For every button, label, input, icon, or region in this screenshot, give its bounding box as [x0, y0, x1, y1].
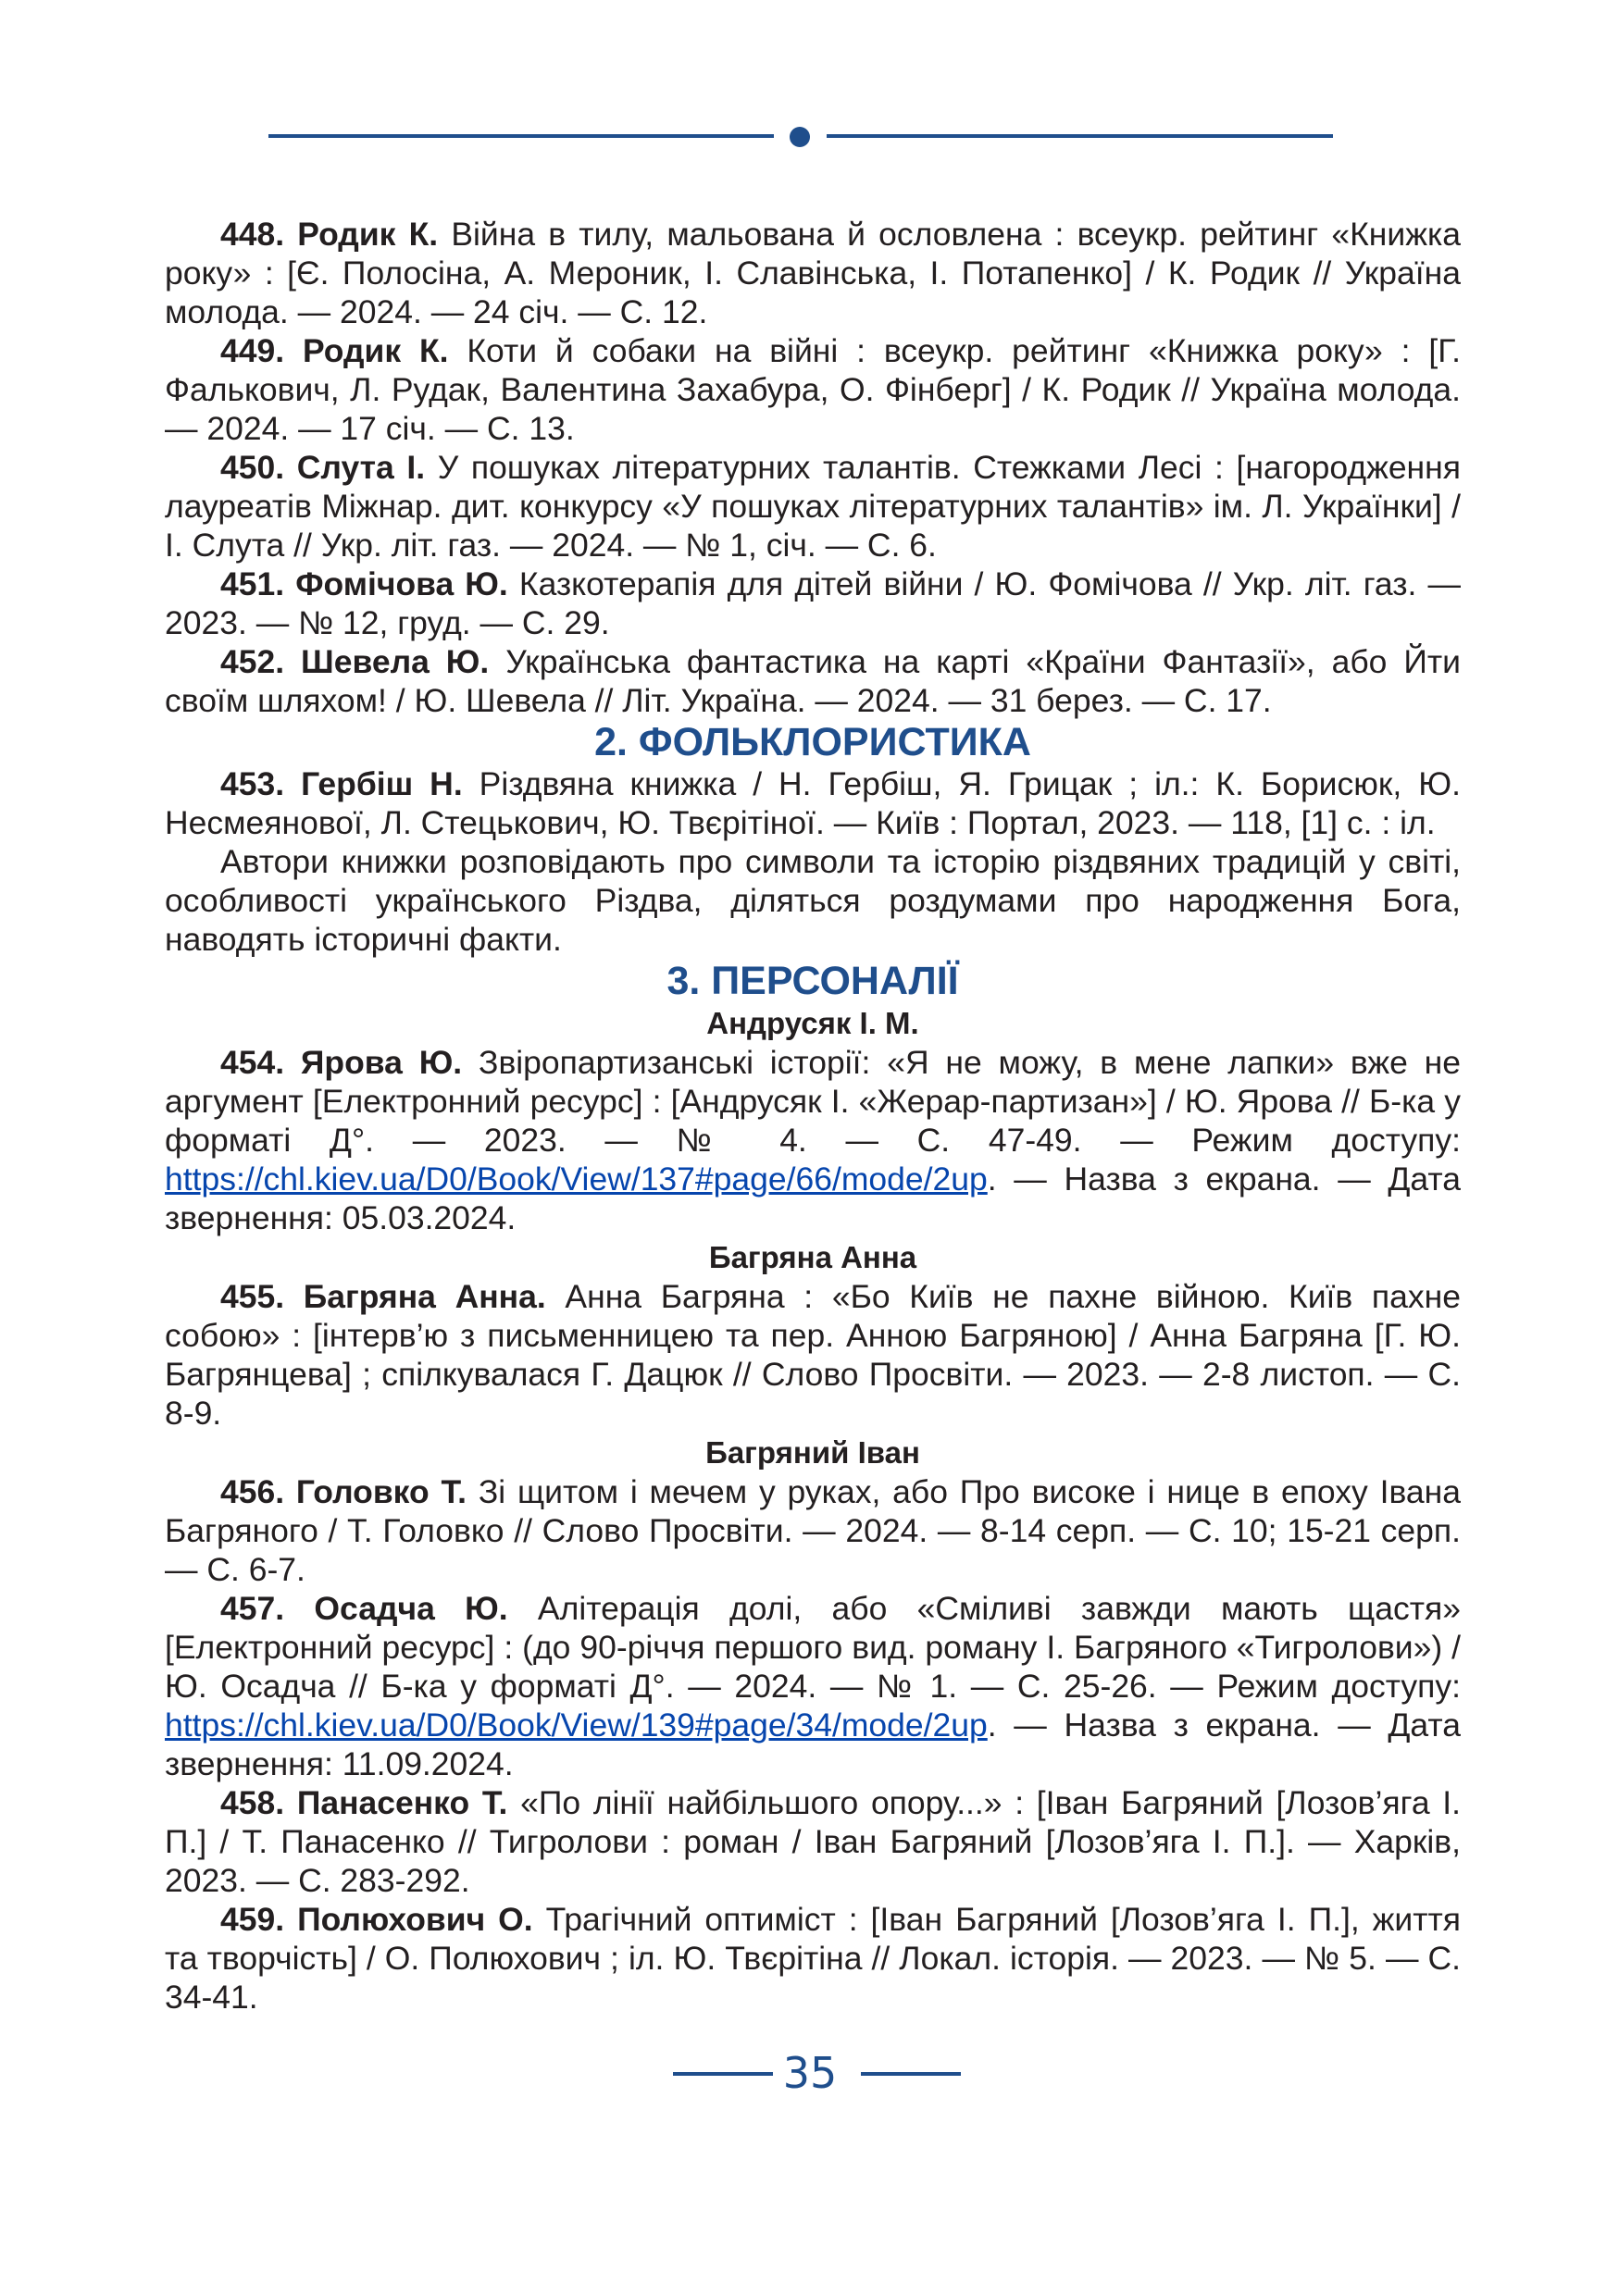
entry-author: Панасенко Т.: [296, 1784, 508, 1821]
entry-number: 455.: [220, 1278, 285, 1315]
entry-author: Шевела Ю.: [301, 643, 490, 680]
entry-url-link[interactable]: https://chl.kiev.ua/D0/Book/View/137#page/66/mode/2up: [165, 1160, 988, 1198]
section-heading-folkloristics: 2. ФОЛЬКЛОРИСТИКА: [594, 720, 1031, 764]
footer-left-line: [673, 2072, 773, 2076]
top-decorative-rule: [268, 127, 1333, 145]
entry-text: Війна в тилу, мальована й ословлена : всеукр. рейтинг «Книжка року» : [Є. Полосіна, А. Мероник, І. Славінська, І. Потапенко] / К. Родик // Україна молода. — 2024. — 24 січ. — С. 12.: [165, 216, 1461, 330]
bibliography-entry: [165, 1043, 1461, 1237]
entry-number: 454.: [220, 1044, 285, 1081]
entry-number: 451.: [220, 565, 285, 602]
entry-author: Гербіш Н.: [301, 765, 463, 802]
entry-author: Родик К.: [302, 332, 449, 369]
bibliography-entry: [165, 331, 1461, 448]
bibliography-entry: [165, 1472, 1461, 1589]
entry-author: Осадча Ю.: [314, 1590, 508, 1627]
page-footer: [0, 2047, 1619, 2099]
entry-text: Анна Багряна : «Бо Київ не пахне війною. Київ пахне собою» : [інтерв’ю з письменницею та пер. Анною Багряною] / Анна Багряна [Г. Ю. Багрянцева] ; спілкувалася Г. Дацюк // Слово Просвіти. — 2023. — 2-8 листоп. — С. 8-9.: [165, 1278, 1461, 1432]
entry-number: 450.: [220, 449, 285, 486]
entry-number: 458.: [220, 1784, 285, 1821]
person-heading: Багряний Іван: [705, 1435, 920, 1470]
entry-text-after-link: . — Назва з екрана. — Дата звернення: 05.03.2024.: [165, 1160, 1461, 1236]
bibliography-entry: [165, 642, 1461, 720]
page-content: [165, 215, 1461, 2017]
entry-text: Українська фантастика на карті «Країни Фантазії», або Йти своїм шляхом! / Ю. Шевела // Літ. Україна. — 2024. — 31 берез. — С. 17.: [165, 643, 1461, 719]
person-heading: Андрусяк І. М.: [706, 1006, 919, 1040]
bibliography-entry: [165, 565, 1461, 642]
entry-number: 448.: [220, 216, 285, 253]
entry-author: Родик К.: [297, 216, 439, 253]
entry-number: 449.: [220, 332, 285, 369]
entry-number: 457.: [220, 1590, 285, 1627]
entry-author: Ярова Ю.: [300, 1044, 463, 1081]
person-heading: Багряна Анна: [708, 1240, 917, 1274]
entry-number: 452.: [220, 643, 285, 680]
entry-text: Зі щитом і мечем у руках, або Про високе і нице в епоху Івана Багряного / Т. Головко // Слово Просвіти. — 2024. — 8-14 серп. — С. 10; 15-21 серп. — С. 6-7.: [165, 1473, 1461, 1588]
bibliography-entry: [165, 764, 1461, 842]
entry-text: Коти й собаки на війні : всеукр. рейтинг «Книжка року» : [Г. Фалькович, Л. Рудак, Валентина Захабура, О. Фінберг] / К. Родик // Україна молода. — 2024. — 17 січ. — С. 13.: [165, 332, 1461, 447]
bibliography-entry: [165, 215, 1461, 331]
entry-author: Слута І.: [296, 449, 426, 486]
entry-author: Багряна Анна.: [303, 1278, 546, 1315]
page-number: 35: [782, 2048, 838, 2098]
entry-author: Фомічова Ю.: [295, 565, 508, 602]
entry-annotation: Автори книжки розповідають про символи та історію різдвяних традицій у світі, особливості українського Різдва, діляться роздумами про народження Бога, наводять історичні факти.: [165, 843, 1461, 958]
entry-author: Головко Т.: [295, 1473, 467, 1510]
section-heading-personalia: 3. ПЕРСОНАЛІЇ: [666, 959, 959, 1003]
entry-number: 453.: [220, 765, 285, 802]
bibliography-entry: [165, 448, 1461, 565]
footer-right-line: [861, 2072, 961, 2076]
bibliography-entry: [165, 1900, 1461, 2017]
entry-number: 456.: [220, 1473, 285, 1510]
entry-text: «По лінії найбільшого опору...» : [Іван Багряний [Лозов’яга І. П.] / Т. Панасенко // Тигролови : роман / Іван Багряний [Лозов’яга І. П.]. — Харків, 2023. — С. 283-292.: [165, 1784, 1461, 1899]
entry-text: Казкотерапія для дітей війни / Ю. Фомічова // Укр. літ. газ. — 2023. — № 12, груд. — С. 29.: [165, 565, 1461, 641]
entry-text: Трагічний оптиміст : [Іван Багряний [Лозов’яга І. П.], життя та творчість] / О. Полюхович ; іл. Ю. Твєрітіна // Локал. історія. — 2023. — № 5. — С. 34-41.: [165, 1901, 1461, 2016]
entry-author: Полюхович О.: [297, 1901, 533, 1938]
entry-url-link[interactable]: https://chl.kiev.ua/D0/Book/View/139#page/34/mode/2up: [165, 1706, 988, 1744]
entry-text: Різдвяна книжка / Н. Гербіш, Я. Грицак ; іл.: К. Борисюк, Ю. Несмеянової, Л. Стецькович, Ю. Твєрітіної. — Київ : Портал, 2023. — 118, [1] с. : іл.: [165, 765, 1461, 841]
bibliography-entry: [165, 1783, 1461, 1900]
entry-number: 459.: [220, 1901, 285, 1938]
bibliography-entry: [165, 1277, 1461, 1433]
entry-text: Звіропартизанські історії: «Я не можу, в мене лапки» вже не аргумент [Електронний ресурс] : [Андрусяк І. «Жерар-партизан»] / Ю. Ярова // Б-ка у форматі Д°. — 2023. — № 4. — С. 47-49. — Режим доступу:: [165, 1044, 1461, 1159]
bibliography-entry: [165, 1589, 1461, 1783]
top-rule-left-line: [268, 134, 774, 138]
top-rule-right-line: [827, 134, 1333, 138]
entry-text-after-link: . — Назва з екрана. — Дата звернення: 11.09.2024.: [165, 1706, 1461, 1782]
top-rule-dot: [790, 127, 810, 147]
entry-text: У пошуках літературних талантів. Стежками Лесі : [нагородження лауреатів Міжнар. дит. конкурсу «У пошуках літературних талантів» ім. Л. Українки] / І. Слута // Укр. літ. газ. — 2024. — № 1, січ. — С. 6.: [165, 449, 1461, 564]
entry-text: Алітерація долі, або «Сміливі завжди мають щастя» [Електронний ресурс] : (до 90-річчя першого вид. роману І. Багряного «Тигролови») / Ю. Осадча // Б-ка у форматі Д°. — 2024. — № 1. — С. 25-26. — Режим доступу:: [165, 1590, 1461, 1705]
